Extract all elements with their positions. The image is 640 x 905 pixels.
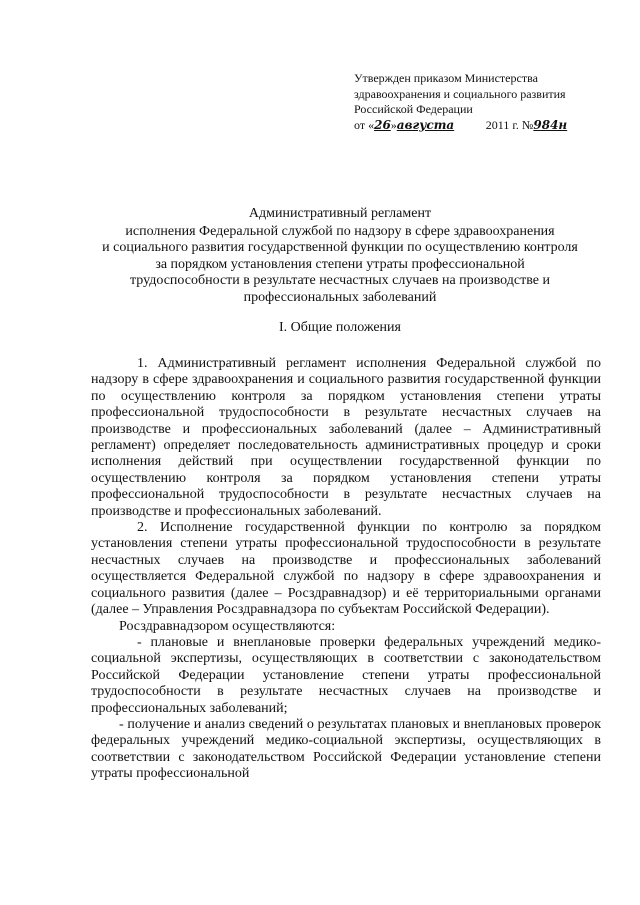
paragraph-1: 1. Административный регламент исполнения Федеральной службой по надзору в сфере здравоохранения и социального развития государственной функции по осуществлению контроля за порядком установления степени утраты профессиональной трудоспособности в результате несчастных случаев на производстве и профессиональных заболеваний (далее – Административный регламент) определяет последовательность административных процедур и сроки исполнения действий при осуществлении государственной функции по осуществлению контроля за порядком установления степени утраты профессиональной трудоспособности в результате несчастных случаев на производстве и профессиональных заболеваний. xyxy=(91,356,601,519)
title-main: Административный регламент xyxy=(248,206,432,221)
paragraph-3: Росздравнадзором осуществляются: xyxy=(119,618,336,634)
title-line-5: профессиональных заболеваний xyxy=(243,289,437,305)
handwritten-order-number: 984н xyxy=(533,117,568,132)
handwritten-month: августа xyxy=(396,117,455,132)
paragraph-2: 2. Исполнение государственной функции по контролю за порядком установления степени утраты профессиональной трудоспособности в результате несчастных случаев на производстве и профессиональных заболеваний осуществляется Федеральной службой по надзору в сфере здравоохранения и социального развития (далее – Росздравнадзор) и её территориальными органами (далее – Управления Росздравнадзора по субъектам Российской Федерации). xyxy=(91,520,601,618)
approval-line-2: здравоохранения и социального развития xyxy=(354,86,566,101)
title-line-4: трудоспособности в результате несчастных случаев на производстве и xyxy=(130,273,550,288)
title-line-2: и социального развития государственной функции по осуществлению контроля xyxy=(102,240,578,255)
title-line-1: исполнения Федеральной службой по надзору в сфере здравоохранения xyxy=(125,223,555,239)
approval-line-3: Российской Федерации xyxy=(354,102,473,116)
document-body xyxy=(91,356,601,783)
handwritten-day: 26 xyxy=(374,117,391,132)
date-quote-close: » xyxy=(390,117,397,132)
paragraph-5: - получение и анализ сведений о результатах плановых и внеплановых проверок федеральных учреждений медико-социальной экспертизы, осуществляющих в соответствии с законодательством Российской Федерации установление степени утраты профессиональной xyxy=(91,716,601,782)
document-title xyxy=(80,206,600,306)
section-heading: I. Общие положения xyxy=(279,320,401,335)
paragraph-4: - плановые и внеплановые проверки федеральных учреждений медико-социальной экспертизы, осуществляющих в соответствии с законодательством Российской Федерации установление степени утраты профессиональной трудоспособности в результате несчастных случаев на производстве и профессиональных заболеваний; xyxy=(91,634,601,716)
approval-line-1: Утвержден приказом Министерства xyxy=(354,71,538,85)
date-prefix: от « xyxy=(354,117,375,132)
approval-stamp xyxy=(354,71,624,133)
date-year: 2011 г. № xyxy=(485,117,534,132)
title-line-3: за порядком установления степени утраты профессиональной xyxy=(155,256,525,272)
approval-date-line xyxy=(354,118,624,134)
